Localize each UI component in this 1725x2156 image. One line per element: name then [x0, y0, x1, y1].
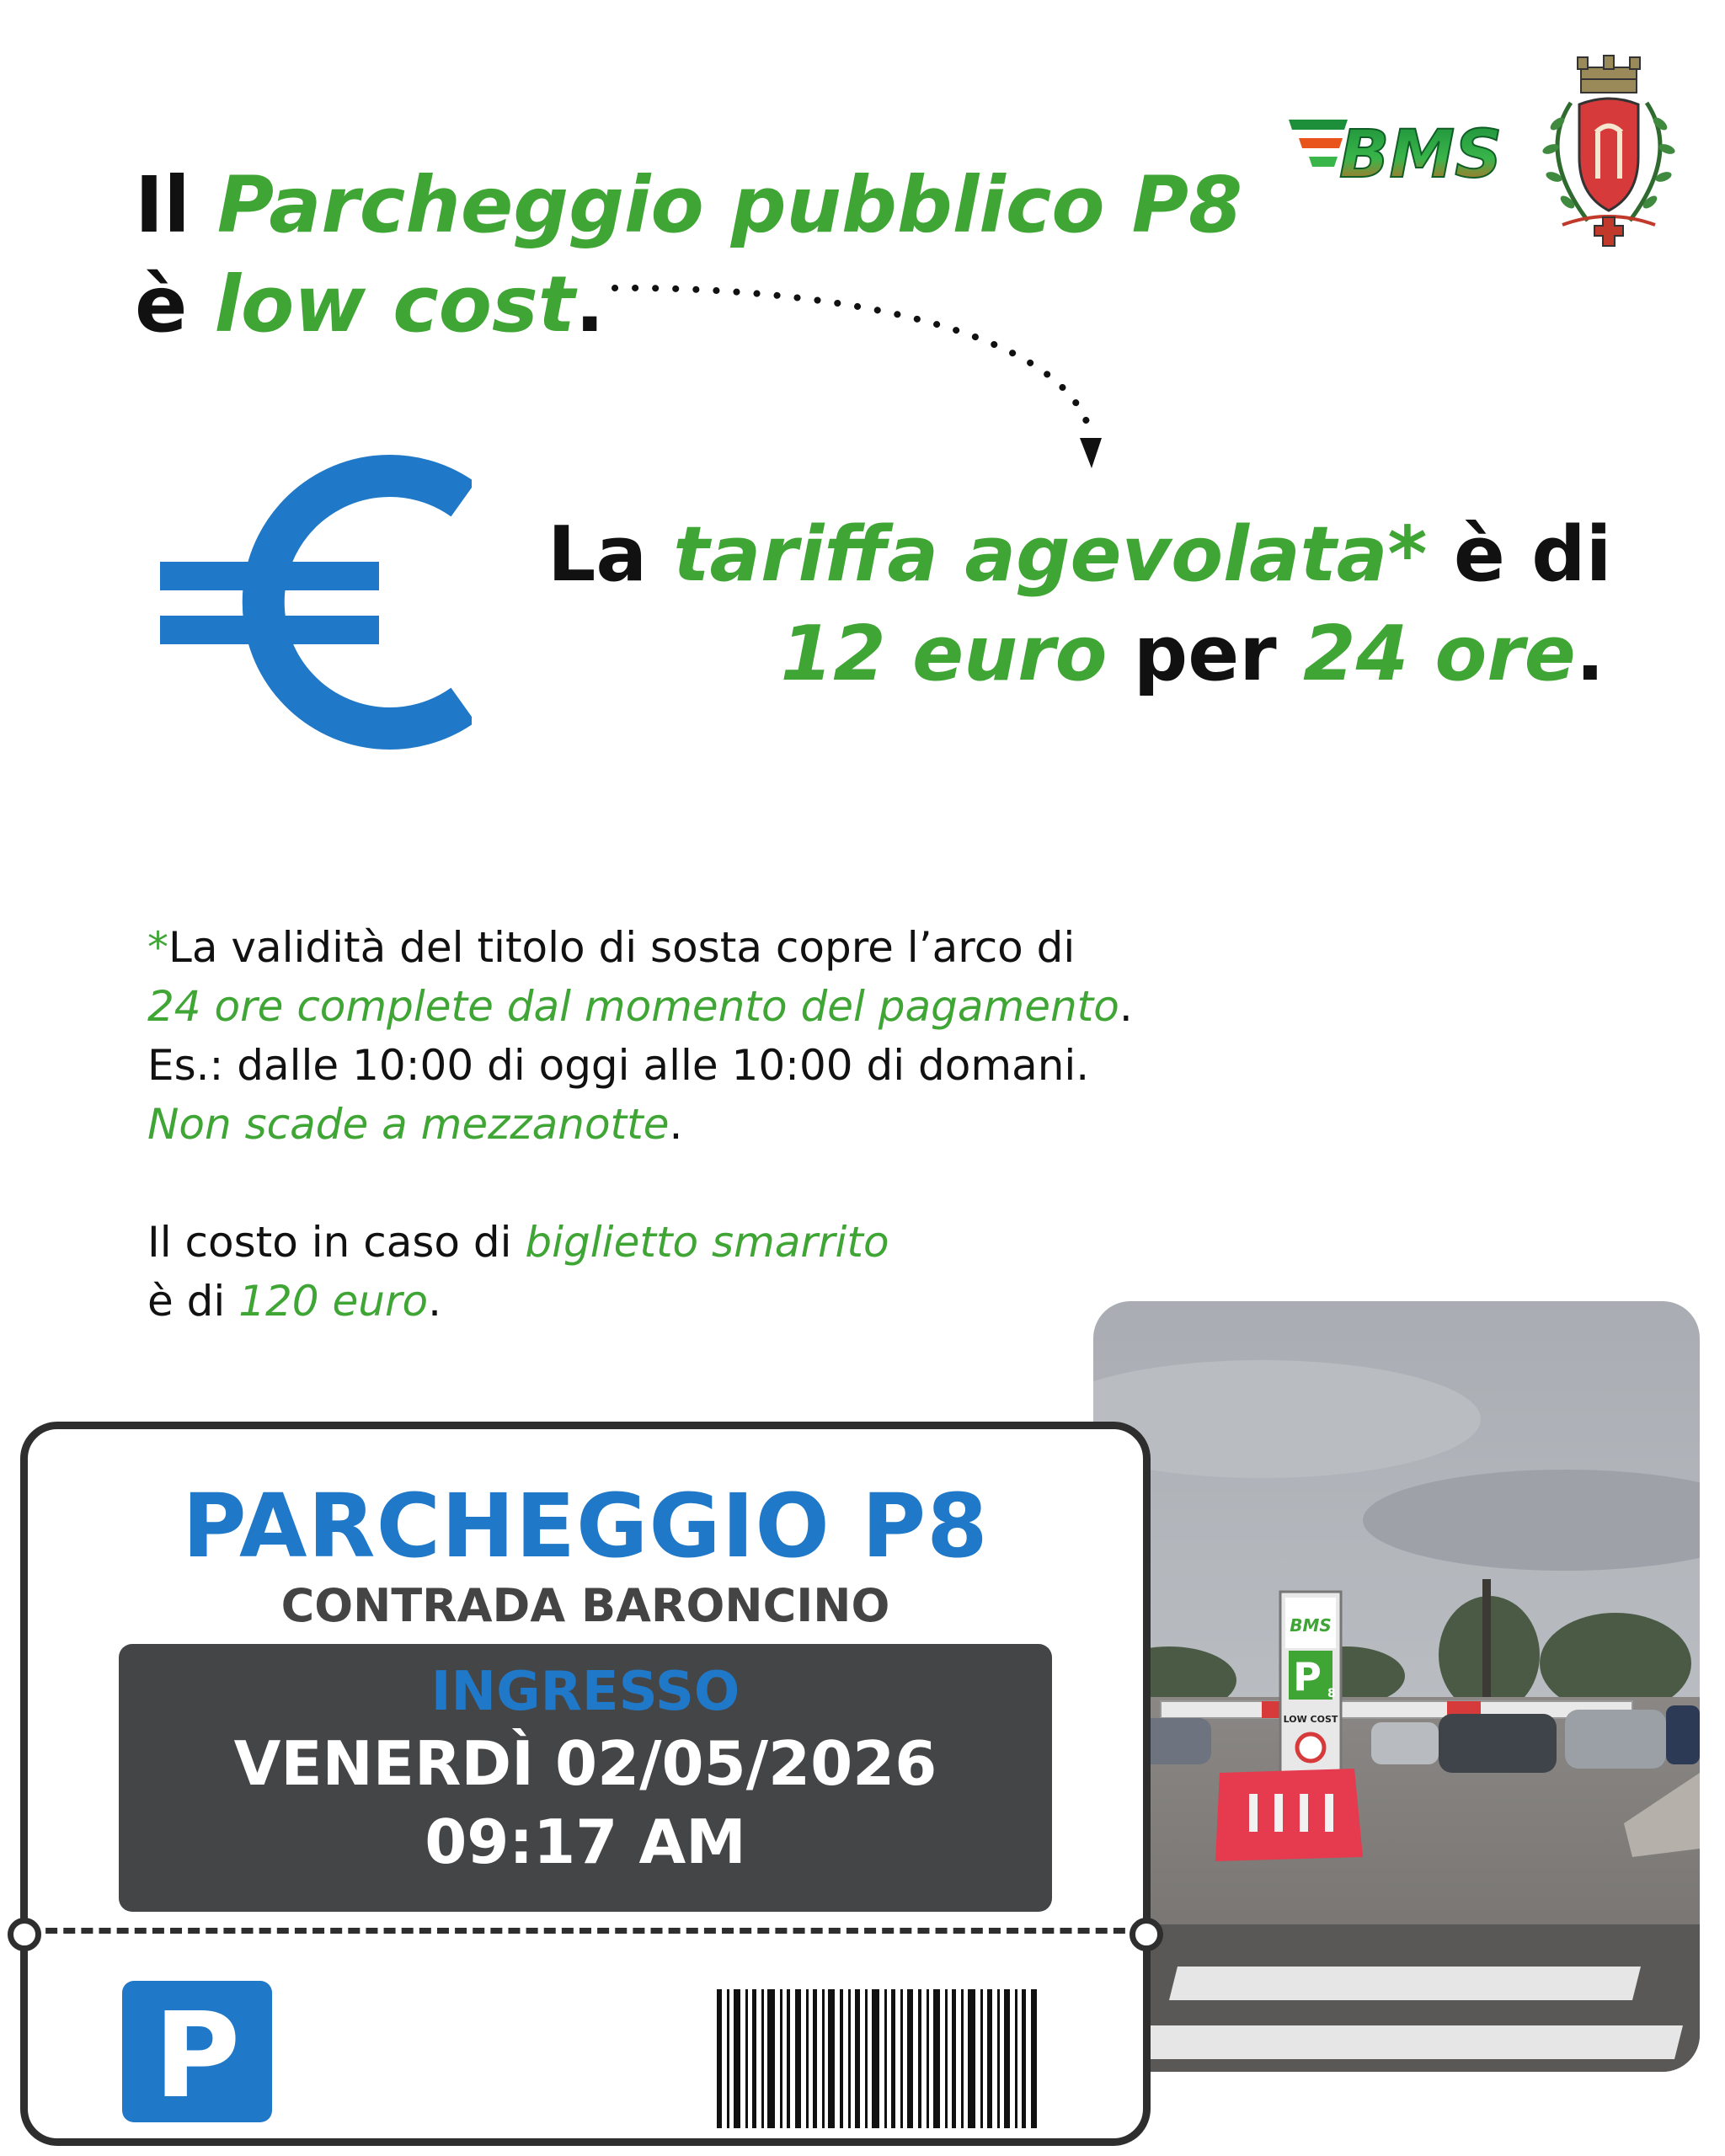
parking-sign-icon	[122, 1981, 272, 2125]
ticket-subtitle: CONTRADA BARONCINO	[280, 1579, 890, 1632]
ticket-entry-panel	[119, 1644, 1052, 1912]
ticket-notch-right	[1130, 1918, 1163, 1951]
tariff-duration: 24 ore	[1302, 610, 1576, 698]
tariff-text	[547, 505, 1612, 704]
note-line-2	[147, 977, 1133, 1036]
lost-ticket-cost: 120 euro	[238, 1277, 429, 1326]
sign-p-letter: P	[1293, 1654, 1322, 1700]
parking-lot-photo	[1093, 1301, 1700, 2072]
bms-logo-text: BMS	[1339, 117, 1503, 189]
tariff-line-1	[547, 505, 1612, 605]
note-text: Il costo in caso di	[147, 1218, 526, 1267]
note-text: .	[669, 1100, 683, 1149]
tariff-price: 12 euro	[780, 610, 1108, 698]
headline-text: .	[574, 259, 605, 350]
note-highlight: biglietto smarrito	[525, 1218, 889, 1267]
tariff-text-part: è di	[1427, 510, 1612, 599]
headline-highlight: Parcheggio pubblico P8	[216, 160, 1243, 250]
note-line-6	[147, 1272, 1133, 1331]
euro-icon	[152, 451, 472, 754]
ticket-perforation	[28, 1928, 1143, 1934]
sign-bms-label: BMS	[1290, 1615, 1332, 1636]
municipal-coat-of-arms-icon	[1529, 52, 1689, 254]
tariff-line-2	[547, 605, 1605, 704]
ticket-entry-time: 09:17 AM	[425, 1806, 746, 1877]
tariff-highlight: tariffa agevolata*	[673, 510, 1428, 599]
sign-number: 8	[1327, 1687, 1336, 1700]
note-text: è di	[147, 1277, 239, 1326]
ticket-title: PARCHEGGIO P8	[182, 1475, 989, 1577]
tariff-text-part: La	[547, 510, 674, 599]
note-line-1	[147, 918, 1133, 977]
ticket-notch-left	[8, 1918, 41, 1951]
headline-line-1	[135, 156, 1242, 255]
tariff-text-part: per	[1107, 610, 1303, 698]
note-text: .	[428, 1277, 442, 1326]
note-line-4	[147, 1095, 1133, 1154]
ticket-entry-label: INGRESSO	[430, 1661, 740, 1723]
bms-logo	[1289, 111, 1508, 189]
headline-highlight: low cost	[214, 259, 575, 350]
tariff-text-part: .	[1575, 610, 1605, 698]
validity-note	[147, 918, 1133, 1331]
note-line-5	[147, 1213, 1133, 1272]
note-highlight: 24 ore complete dal momento del pagamento	[147, 982, 1119, 1031]
barcode-icon	[717, 1989, 1037, 2128]
dotted-arrow-icon	[590, 270, 1129, 480]
sign-low-cost-text: LOW COST	[1283, 1714, 1338, 1725]
parking-sign-letter: P	[153, 1988, 241, 2125]
parking-ticket	[20, 1422, 1151, 2146]
parking-lot-scene	[1093, 1301, 1700, 2072]
ticket-entry-date: VENERDÌ 02/05/2026	[233, 1728, 937, 1799]
note-asterisk: *	[147, 923, 168, 972]
note-line-3: Es.: dalle 10:00 di oggi alle 10:00 di domani.	[147, 1041, 1090, 1090]
note-spacer	[147, 1154, 1133, 1213]
note-highlight: Non scade a mezzanotte	[147, 1100, 670, 1149]
headline-text: è	[135, 259, 215, 350]
note-text: La validità del titolo di sosta copre l’arco di	[168, 923, 1076, 972]
headline-text: Il	[135, 160, 217, 250]
note-text: .	[1119, 982, 1133, 1031]
